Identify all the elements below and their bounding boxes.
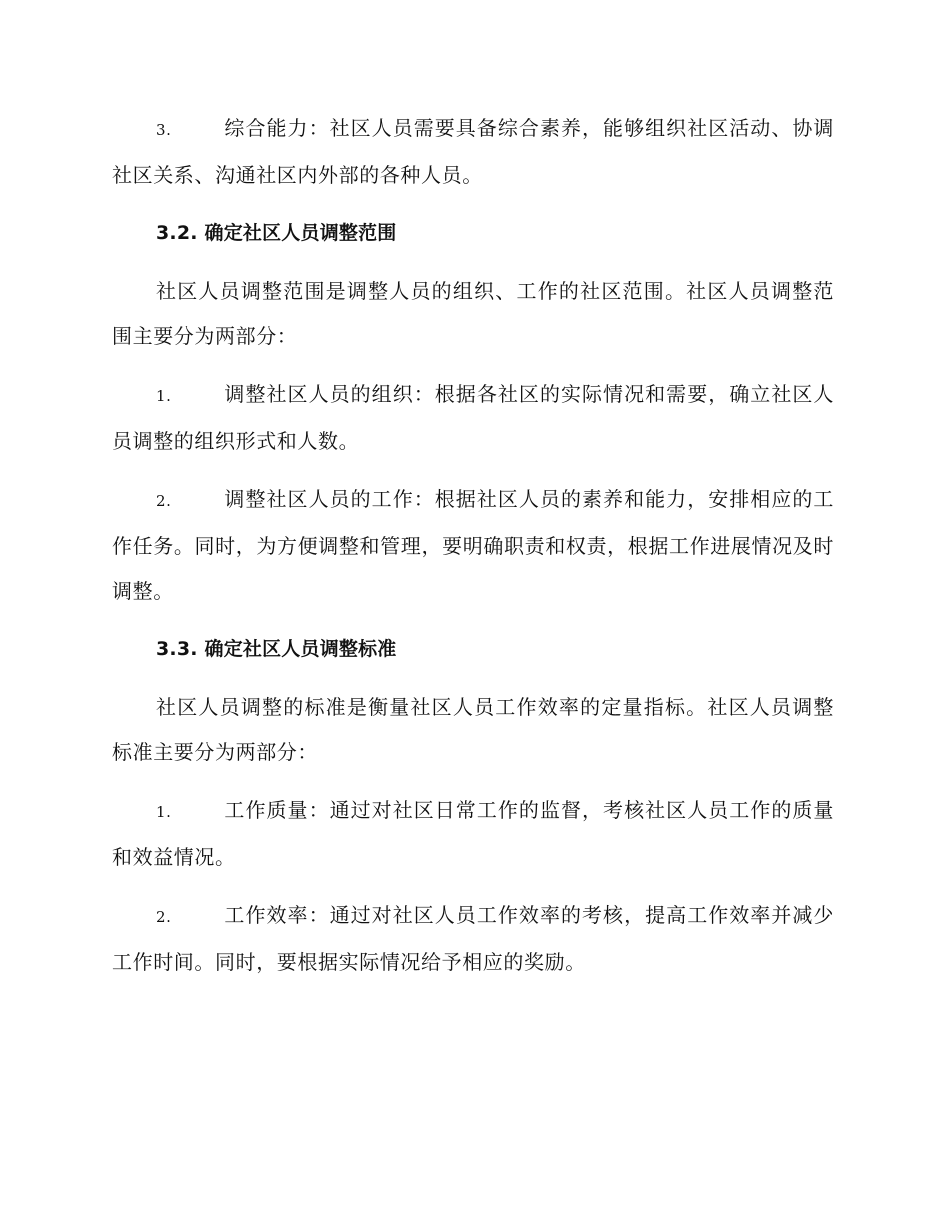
list-item-work-efficiency [112,893,834,985]
paragraph-scope-intro: 社区人员调整范围是调整人员的组织、工作的社区范围。社区人员调整范围主要分为两部分： [112,279,834,348]
list-item-comprehensive-ability [112,106,834,198]
list-item-text: 工作质量：通过对社区日常工作的监督，考核社区人员工作的质量和效益情况。 [112,798,834,869]
list-item-adjust-work [112,477,834,614]
list-number: 2. [156,908,172,926]
list-number: 2. [156,492,172,510]
paragraph-standard-intro: 社区人员调整的标准是衡量社区人员工作效率的定量指标。社区人员调整标准主要分为两部分： [112,695,834,764]
document-body [112,106,834,998]
list-item-text: 工作效率：通过对社区人员工作效率的考核，提高工作效率并减少工作时间。同时，要根据实际情况给予相应的奖励。 [112,903,834,974]
list-item-work-quality [112,788,834,880]
list-item-text: 调整社区人员的工作：根据社区人员的素养和能力，安排相应的工作任务。同时，为方便调整和管理，要明确职责和权责，根据工作进展情况及时调整。 [112,487,834,603]
list-number: 1. [156,803,172,821]
list-number: 1. [156,387,172,405]
list-number: 3. [156,121,172,139]
section-heading-3-3: 3.3. 确定社区人员调整标准 [156,638,397,660]
list-item-text: 调整社区人员的组织：根据各社区的实际情况和需要，确立社区人员调整的组织形式和人数。 [112,382,834,453]
list-item-text: 综合能力：社区人员需要具备综合素养，能够组织社区活动、协调社区关系、沟通社区内外部的各种人员。 [112,116,834,187]
section-heading-3-2: 3.2. 确定社区人员调整范围 [156,222,397,244]
list-item-adjust-organization [112,372,834,464]
